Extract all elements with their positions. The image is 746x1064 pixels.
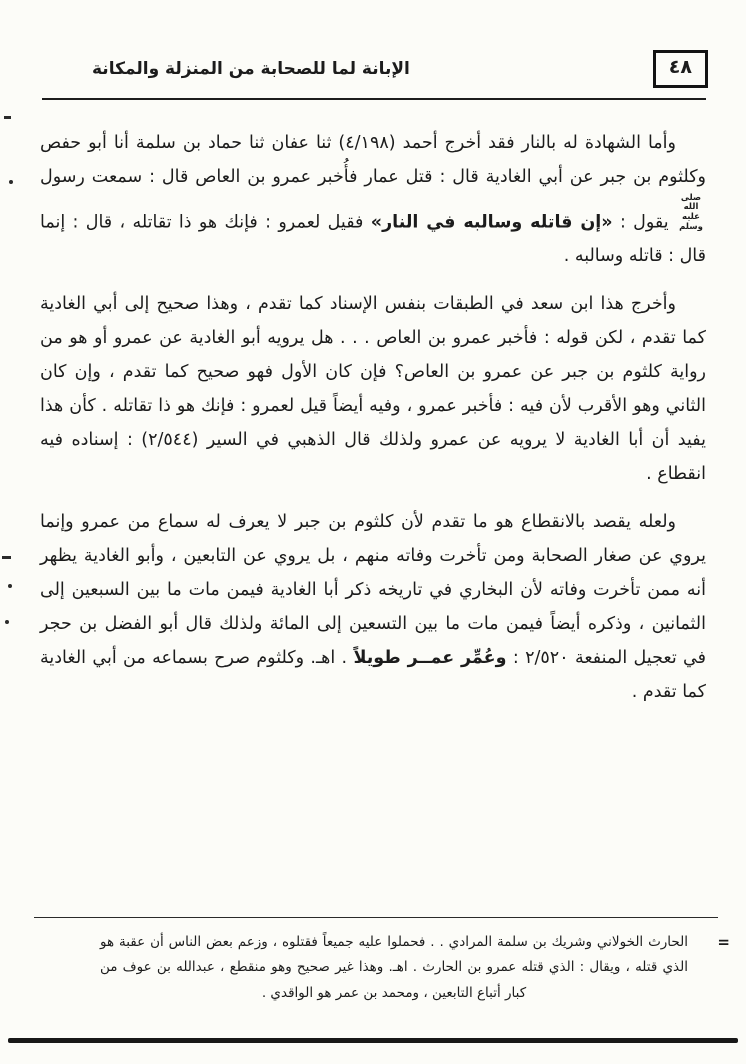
scan-page-edge: [8, 1038, 738, 1043]
text-run: فقيل لعمرو : فإنك هو ذا تقاتله ، قال : إنما قال : قاتله وسالبه .: [40, 211, 706, 266]
scan-artifact: [4, 116, 11, 119]
honorific-mark: صلى الله عليه وسلم: [679, 192, 703, 232]
bold-text-run: وعُمِّر عمــر طويلاً: [353, 647, 507, 668]
text-run: وأما الشهادة له بالنار فقد أخرج أحمد (٤/١٩٨) ثنا عفان ثنا حماد بن سلمة أنا أبو حفص وكلثوم بن جبر عن أبي الغادية قال : قتل عمار فأُخبر عمرو بن العاص قال : سمعت رسول: [40, 132, 706, 187]
page-number-box: [653, 50, 708, 88]
page-header: [40, 50, 708, 88]
paragraph: [40, 505, 706, 709]
scan-artifact: [8, 584, 12, 588]
text-run: يقول :: [612, 211, 676, 232]
text-run: ولعله يقصد بالانقطاع هو ما تقدم لأن كلثوم بن جبر لا يعرف له سماع من عمرو وإنما يروي عن صغار الصحابة ومن تأخرت وفاته منهم ، بل يروي عن التابعين ، وأبو الغادية يظهر أنه ممن تأخرت وفاته لأن البخاري في تاريخه ذكر أبا الغادية فيمن مات ما بين السبعين إلى الثمانين ، وذكره أيضاً فيمن مات ما بين التسعين إلى المائة ولذلك قال أبو الفضل بن حجر في تعجيل المنفعة ٢/٥٢٠ :: [40, 511, 706, 668]
text-run: وأخرج هذا ابن سعد في الطبقات بنفس الإسناد كما تقدم ، وهذا صحيح إلى أبي الغادية كما تقدم ، لكن قوله : فأخبر عمرو بن العاص . . . هل يرويه أبو الغادية عن عمرو أو هو من رواية كلثوم بن جبر عن عمرو بن العاص؟ فإن كان الأول فهو صحيح كما تقدم ، وإن كان الثاني وهو الأقرب لأن فيه : فأخبر عمرو ، وفيه أيضاً قيل لعمرو : فإنك هو ذا تقاتله . كأن هذا يفيد أن أبا الغادية لا يرويه عن عمرو ولذلك قال الذهبي في السير (٢/٥٤٤) : إسناده فيه انقطاع .: [40, 293, 706, 484]
bold-text-run: «إن قاتله وسالبه في النار»: [370, 211, 613, 232]
book-title: الإبانة لما للصحابة من المنزلة والمكانة: [92, 58, 410, 79]
scan-artifact: [2, 556, 11, 559]
page-number: ٤٨: [668, 56, 692, 78]
scan-artifact: [9, 180, 13, 184]
footnote-section: [0, 917, 746, 1007]
footnote-text: الحارث الخولاني وشريك بن سلمة المرادي . . فحملوا عليه جميعاً فقتلوه ، وزعم بعض الناس أن عقبة هو الذي قتله ، ويقال : الذي قتله عمرو بن الحارث . اهـ. وهذا غير صحيح وهو منقطع ، عبدالله بن عوف من كبار أتباع التابعين ، ومحمد بن عمر هو الواقدي .: [100, 933, 688, 1001]
footnote-divider: [34, 917, 718, 918]
scan-artifact: [5, 620, 9, 624]
footnote-continuation-marker: =: [717, 932, 730, 951]
header-divider: [42, 98, 706, 100]
text-run: . اهـ. وكلثوم صرح بسماعه من أبي الغادية كما تقدم .: [40, 647, 706, 702]
paragraph: [40, 287, 706, 491]
body-text: [40, 126, 706, 709]
paragraph: [40, 126, 706, 273]
